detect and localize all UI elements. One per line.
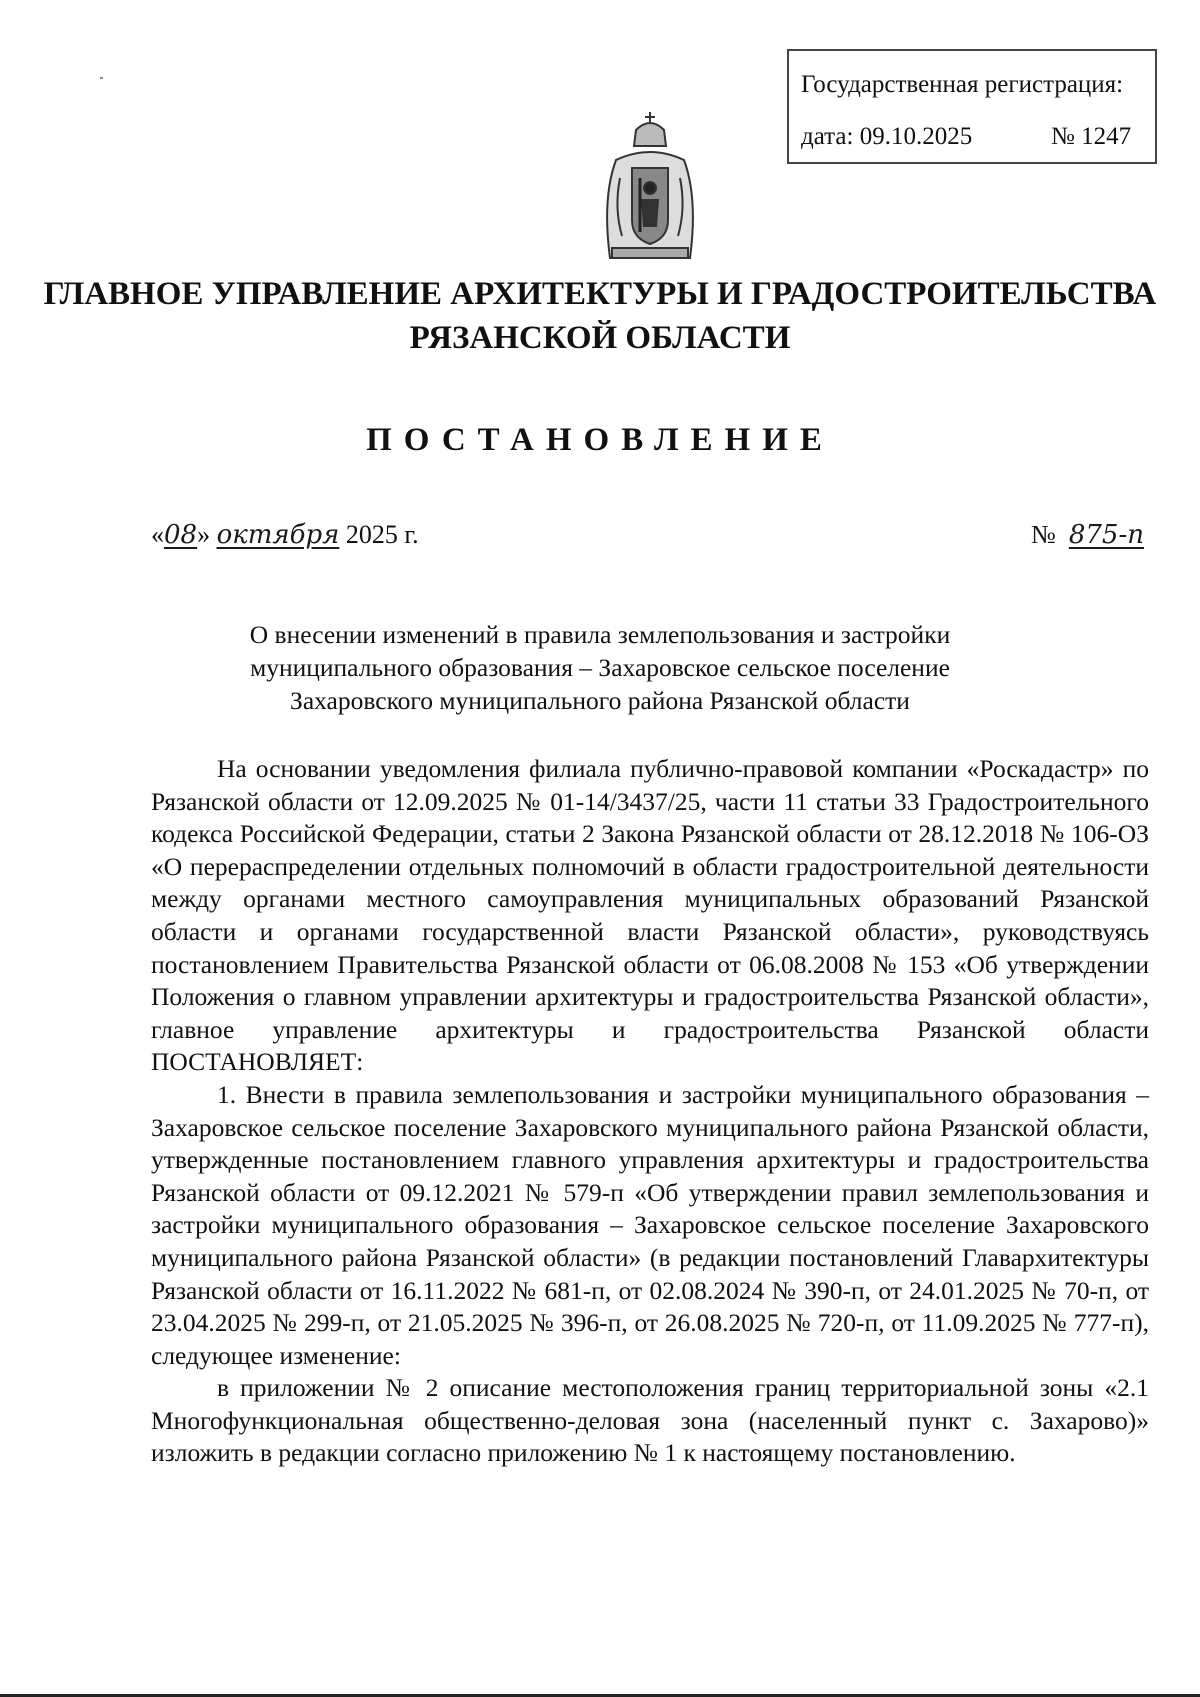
- registration-details: [801, 121, 1155, 154]
- date-open-quote: «: [151, 520, 164, 549]
- organization-title: [0, 272, 1200, 360]
- date-day: 08: [164, 520, 198, 550]
- document-number-label: №: [1031, 520, 1056, 549]
- organization-title-line1: ГЛАВНОЕ УПРАВЛЕНИЕ АРХИТЕКТУРЫ И ГРАДОСТРОИТЕЛЬСТВА: [43, 276, 1157, 312]
- subject-line2: муниципального образования – Захаровское сельское поселение: [250, 653, 950, 682]
- subject-line3: Захаровского муниципального района Рязанской области: [290, 686, 910, 715]
- document-body: [151, 753, 1149, 1470]
- document-number-value: 875-п: [1068, 520, 1144, 550]
- registration-stamp: [787, 49, 1157, 164]
- document-type: ПОСТАНОВЛЕНИЕ: [366, 422, 834, 458]
- document-date: [151, 520, 419, 550]
- document-number: [1031, 520, 1144, 550]
- body-paragraph-3: в приложении № 2 описание местоположения границ территориальной зоны «2.1 Многофункциональная общественно-деловая зона (населенный пункт с. Захарово)» изложить в редакции согласно приложению № 1 к настоящему постановлению.: [151, 1373, 1149, 1468]
- registration-date: дата: 09.10.2025: [801, 122, 973, 150]
- subject-line1: О внесении изменений в правила землепользования и застройки: [249, 620, 951, 649]
- organization-title-line2: РЯЗАНСКОЙ ОБЛАСТИ: [409, 320, 791, 356]
- date-month: октября: [216, 520, 340, 550]
- registration-title: Государственная регистрация:: [801, 71, 1124, 98]
- date-close-quote: »: [197, 520, 211, 549]
- scan-speck: [100, 77, 103, 79]
- body-paragraph-2: 1. Внести в правила землепользования и застройки муниципального образования – Захаровское сельское поселение Захаровского муниципального района Рязанской области, утвержденные постановлением главного управления архитектуры и градостроительства Рязанской области от 09.12.2021 № 579-п «Об утверждении правил землепользования и застройки муниципального образования – Захаровское сельское поселение Захаровского муниципального района Рязанской области» (в редакции постановлений Главархитектуры Рязанской области от 16.11.2022 № 681-п, от 02.08.2024 № 390-п, от 24.01.2025 № 70-п, от 23.04.2025 № 299-п, от 21.05.2025 № 396-п, от 26.08.2025 № 720-п, от 11.09.2025 № 777-п), следующее изменение:: [151, 1079, 1149, 1370]
- date-year: 2025 г.: [345, 520, 419, 549]
- registration-number: № 1247: [1051, 122, 1132, 150]
- document-subject: [0, 618, 1200, 717]
- body-paragraph-1: На основании уведомления филиала публично-правовой компании «Роскадастр» по Рязанской области от 12.09.2025 № 01-14/3437/25, части 11 статьи 33 Градостроительного кодекса Российской Федерации, статьи 2 Закона Рязанской области от 28.12.2018 № 106-ОЗ «О перераспределении отдельных полномочий в области градостроительной деятельности между органами местного самоуправления муниципальных образований Рязанской области и органами государственной власти Рязанской области», руководствуясь постановлением Правительства Рязанской области от 06.08.2008 № 153 «Об утверждении Положения о главном управлении архитектуры и градостроительства Рязанской области», главное управление архитектуры и градостроительства Рязанской области ПОСТАНОВЛЯЕТ:: [151, 754, 1149, 1077]
- coat-of-arms-icon: [596, 108, 704, 268]
